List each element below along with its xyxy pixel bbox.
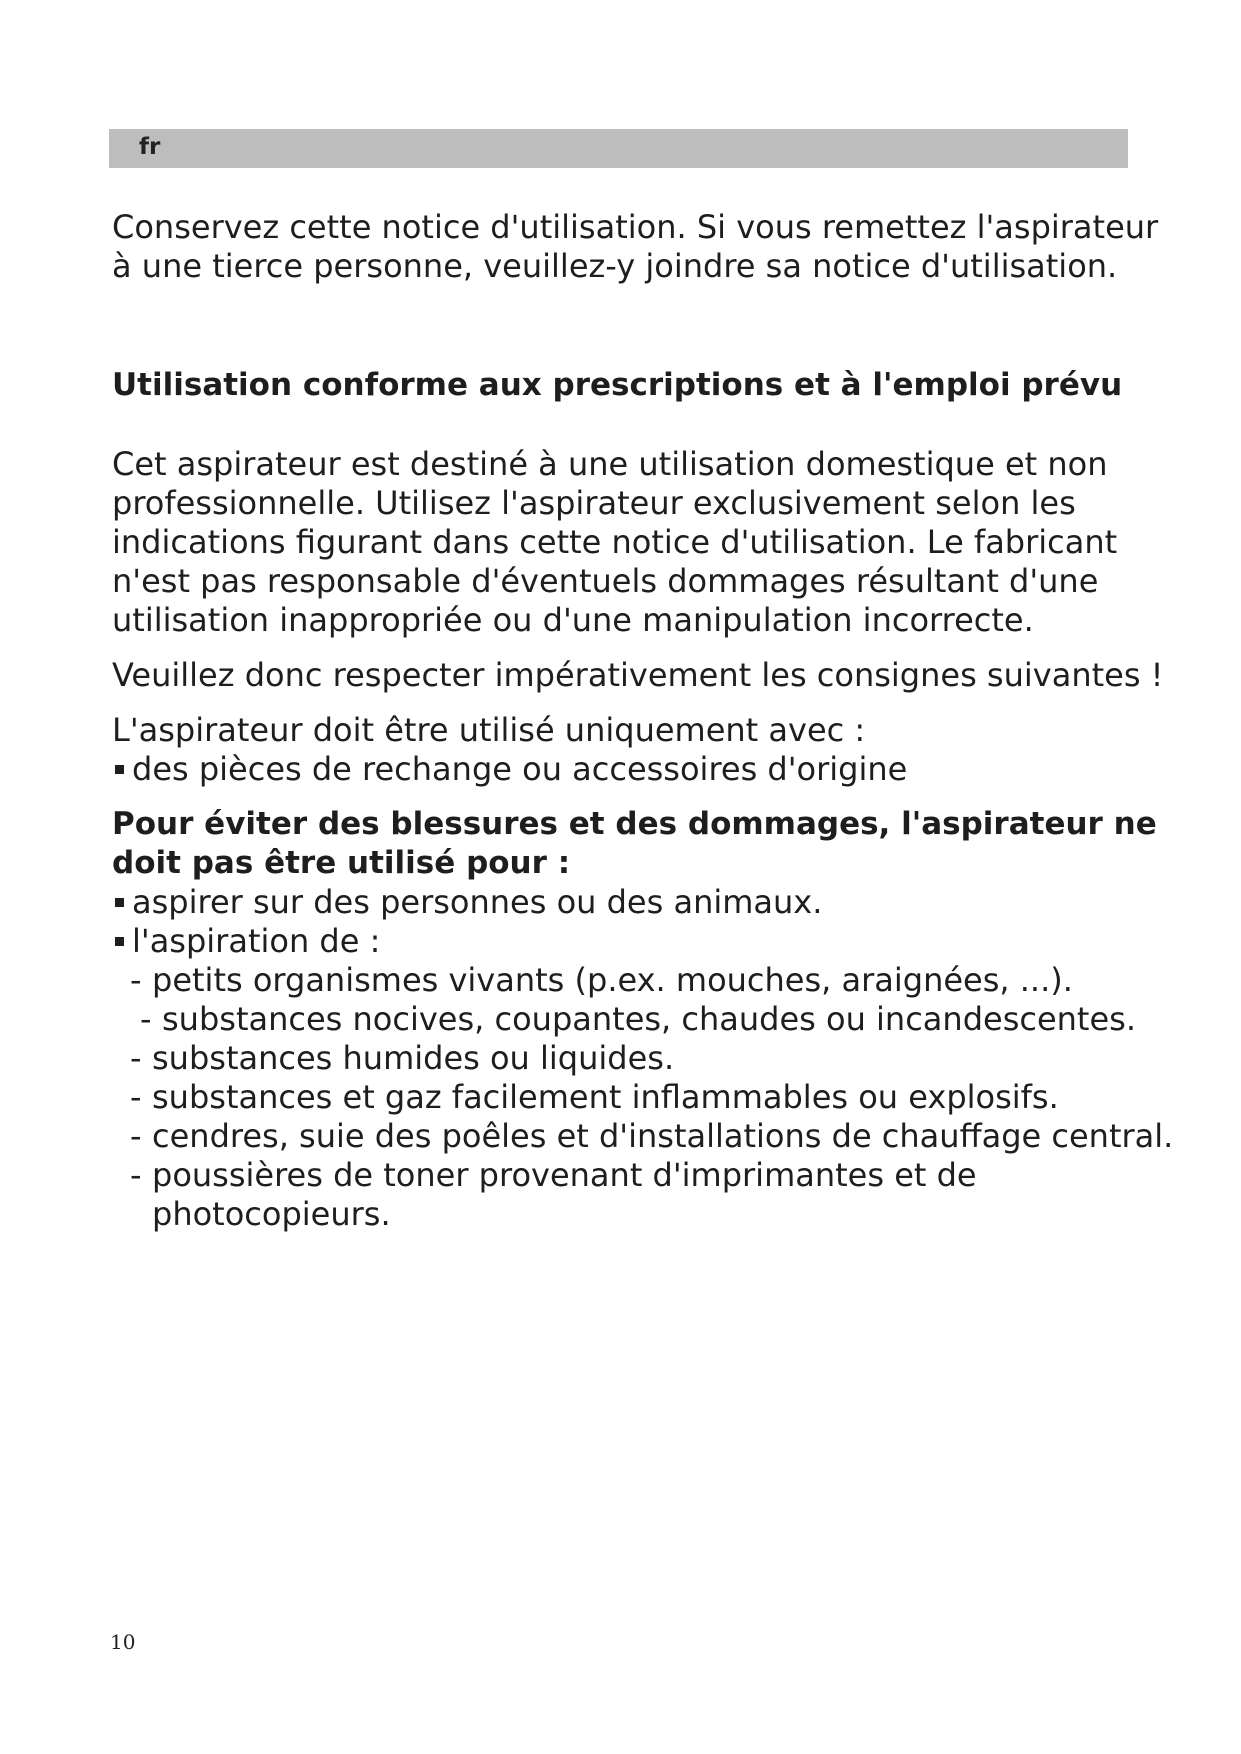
sub-list-item-text: substances humides ou liquides.	[152, 1039, 675, 1077]
sub-list-item	[130, 1078, 1182, 1117]
sub-list-item-text: substances et gaz facilement inflammables ou explosifs.	[152, 1078, 1059, 1116]
dash-icon: -	[130, 1156, 142, 1194]
sub-list-item-text: poussières de toner provenant d'imprimantes et de photocopieurs.	[152, 1156, 977, 1233]
list-item	[112, 750, 1182, 789]
sub-list-item-text: substances nocives, coupantes, chaudes ou incandescentes.	[162, 1000, 1136, 1038]
sub-list-item	[130, 1117, 1182, 1156]
list-item	[112, 883, 1182, 922]
intended-use-paragraph: Cet aspirateur est destiné à une utilisation domestique et non professionnelle. Utilisez l'aspirateur exclusivement selon les indications figurant dans cette notice d'utilisation. Le fabricant n'est pas responsable d'éventuels dommages résultant d'une utilisation inappropriée ou d'une manipulation incorrecte.	[112, 445, 1118, 639]
page-number: 10	[110, 1630, 136, 1654]
list-item-text: aspirer sur des personnes ou des animaux.	[132, 883, 823, 921]
sub-list-item	[140, 1000, 1182, 1039]
instructions-paragraph: Veuillez donc respecter impérativement les consignes suivantes !	[112, 656, 1164, 694]
section-heading: Utilisation conforme aux prescriptions et à l'emploi prévu	[112, 367, 1123, 403]
use-only-with-block	[112, 711, 1182, 789]
list-item	[112, 922, 1182, 961]
aspiration-sublist	[112, 961, 1182, 1234]
dash-icon: -	[130, 1117, 142, 1155]
warning-lead: Pour éviter des blessures et des dommages, l'aspirateur ne doit pas être utilisé pour :	[112, 806, 1157, 881]
use-only-with-lead: L'aspirateur doit être utilisé uniquement avec :	[112, 711, 866, 749]
language-bar	[109, 129, 1128, 168]
list-item-text: l'aspiration de :	[132, 922, 381, 960]
sub-list-item	[130, 1156, 1182, 1234]
bullet-icon	[115, 765, 124, 774]
bullet-icon	[115, 937, 124, 946]
sub-list-item-text: cendres, suie des poêles et d'installations de chauffage central.	[152, 1117, 1174, 1155]
use-only-with-list	[112, 750, 1182, 789]
list-item-text: des pièces de rechange ou accessoires d'origine	[132, 750, 908, 788]
dash-icon: -	[130, 1039, 142, 1077]
dash-icon: -	[140, 1000, 152, 1038]
warning-list	[112, 883, 1182, 961]
dash-icon: -	[130, 1078, 142, 1116]
sub-list-item-text: petits organismes vivants (p.ex. mouches, araignées, ...).	[152, 961, 1073, 999]
language-code: fr	[139, 134, 161, 160]
intro-paragraph: Conservez cette notice d'utilisation. Si vous remettez l'aspirateur à une tierce personne, veuillez-y joindre sa notice d'utilisation.	[112, 208, 1159, 285]
dash-icon: -	[130, 961, 142, 999]
sub-list-item	[130, 1039, 1182, 1078]
page-content	[112, 208, 1182, 1250]
sub-list-item	[130, 961, 1182, 1000]
warning-block	[112, 805, 1182, 1234]
bullet-icon	[115, 898, 124, 907]
